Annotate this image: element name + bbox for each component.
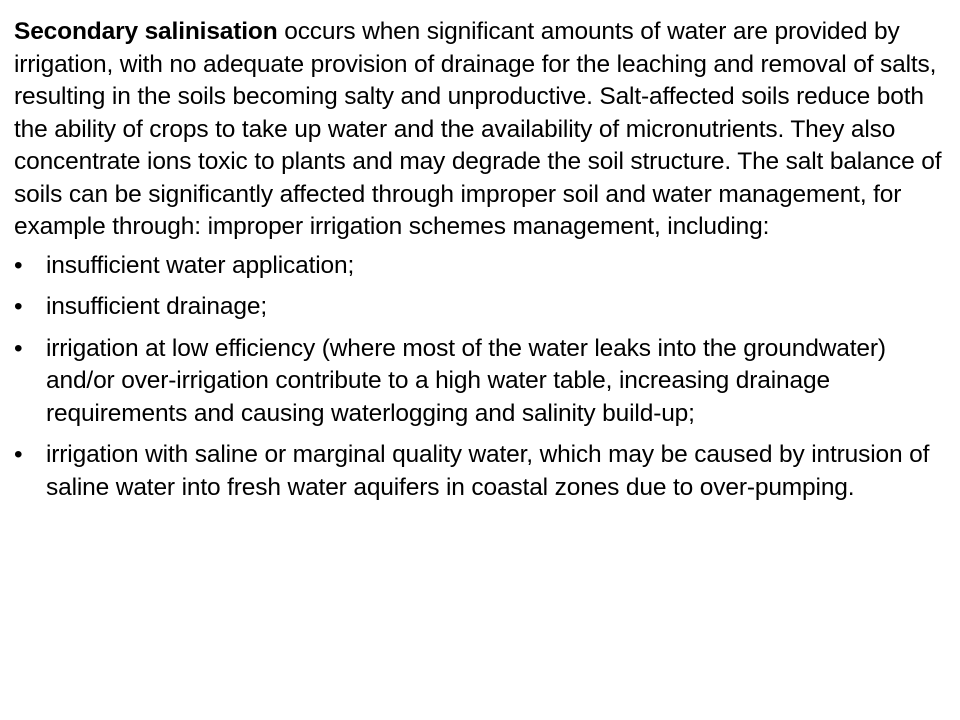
- bullet-item: [14, 250, 942, 283]
- bullet-item: [14, 291, 942, 324]
- bullet-list: [14, 250, 942, 505]
- bullet-item: [14, 439, 942, 504]
- bullet-icon: •: [14, 441, 23, 468]
- paragraph-text: occurs when significant amounts of water are provided by irrigation, with no adequate provision of drainage for the leaching and removal of salts, resulting in the soils becoming salty and unproductive. Salt-affected soils reduce both the ability of crops to take up water and the availability of micronutrients. They also concentrate ions toxic to plants and may degrade the soil structure. The salt balance of soils can be significantly affected through improper soil and water management, for example through: improper irrigation schemes management, including:: [14, 18, 942, 240]
- bullet-text: insufficient water application;: [46, 251, 355, 279]
- intro-paragraph: [14, 16, 942, 244]
- bullet-text: irrigation with saline or marginal quality water, which may be caused by intrusion of saline water into fresh water aquifers in coastal zones due to over-pumping.: [46, 441, 930, 501]
- bullet-text: insufficient drainage;: [46, 293, 267, 320]
- paragraph-bold-lead: Secondary salinisation: [14, 18, 278, 45]
- bullet-icon: •: [14, 334, 23, 362]
- bullet-icon: •: [14, 293, 23, 320]
- bullet-icon: •: [14, 251, 23, 279]
- bullet-item: [14, 333, 942, 431]
- bullet-text: irrigation at low efficiency (where most of the water leaks into the groundwater) and/or over-irrigation contribute to a high water table, increasing drainage requirements and causing waterlogging and salinity build-up;: [46, 334, 886, 427]
